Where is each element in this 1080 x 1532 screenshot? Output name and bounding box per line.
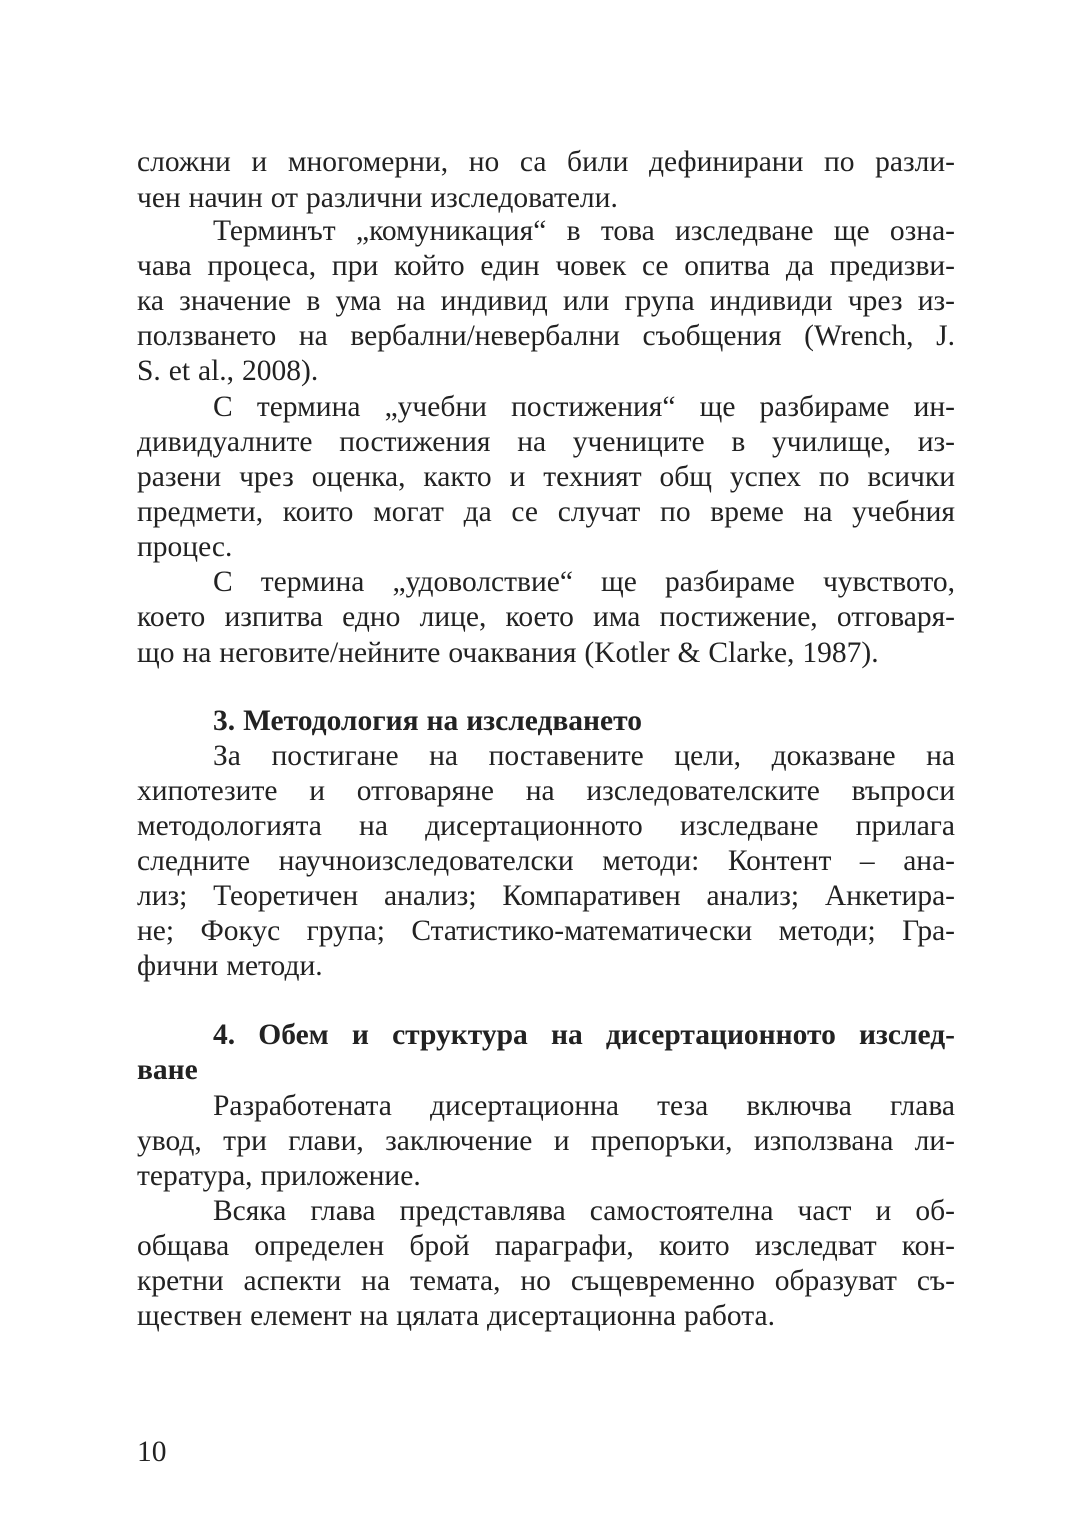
text-line: разени чрез оценка, както и техният общ успех по всички [137,461,955,493]
text-line: процес. [137,531,233,563]
text-line: ществен елемент на цялата дисертационна работа. [137,1300,775,1332]
section-heading-continuation: ване [137,1054,198,1086]
text-line: Разработената дисертационна теза включва глава [213,1090,955,1122]
text-line: ка значение в ума на индивид или група индивиди чрез из- [137,285,955,317]
text-line: чава процеса, при който един човек се опитва да предизви- [137,250,955,282]
page-number: 10 [137,1436,167,1468]
text-line: което изпитва едно лице, което има постижение, отговаря- [137,601,955,633]
section-heading: 3. Методология на изследването [213,705,643,737]
text-line: следните научноизследователски методи: Контент – ана- [137,845,955,877]
text-line: предмети, които могат да се случат по време на учебния [137,496,955,528]
text-line: С термина „удоволствие“ ще разбираме чувството, [213,566,955,598]
text-line: увод, три глави, заключение и препоръки, използвана ли- [137,1125,955,1157]
text-line: лиз; Теоретичен анализ; Компаративен анализ; Анкетира- [137,880,955,912]
text-line: що на неговите/нейните очаквания (Kotler & Clarke, 1987). [137,637,879,669]
text-line: ползването на вербални/невербални съобщения (Wrench, J. [137,320,955,352]
text-line: кретни аспекти на темата, но същевременно образуват съ- [137,1265,955,1297]
text-line: методологията на дисертационното изследване прилага [137,810,955,842]
text-line: общава определен брой параграфи, които изследват кон- [137,1230,955,1262]
text-line: не; Фокус група; Статистико-математически методи; Гра- [137,915,955,947]
text-line: фични методи. [137,950,323,982]
text-line: Всяка глава представлява самостоятелна част и об- [213,1195,955,1227]
text-line: С термина „учебни постижения“ ще разбираме ин- [213,391,955,423]
text-line: дивидуалните постижения на учениците в училище, из- [137,426,955,458]
text-line: За постигане на поставените цели, доказване на [213,740,955,772]
text-line: чен начин от различни изследователи. [137,182,618,214]
text-line: S. et al., 2008). [137,355,319,387]
text-line: хипотезите и отговаряне на изследователските въпроси [137,775,955,807]
text-line: тература, приложение. [137,1160,421,1192]
text-line: сложни и многомерни, но са били дефинирани по разли- [137,146,955,178]
section-heading: 4. Обем и структура на дисертационното изслед- [213,1019,955,1051]
text-line: Терминът „комуникация“ в това изследване ще озна- [213,215,955,247]
